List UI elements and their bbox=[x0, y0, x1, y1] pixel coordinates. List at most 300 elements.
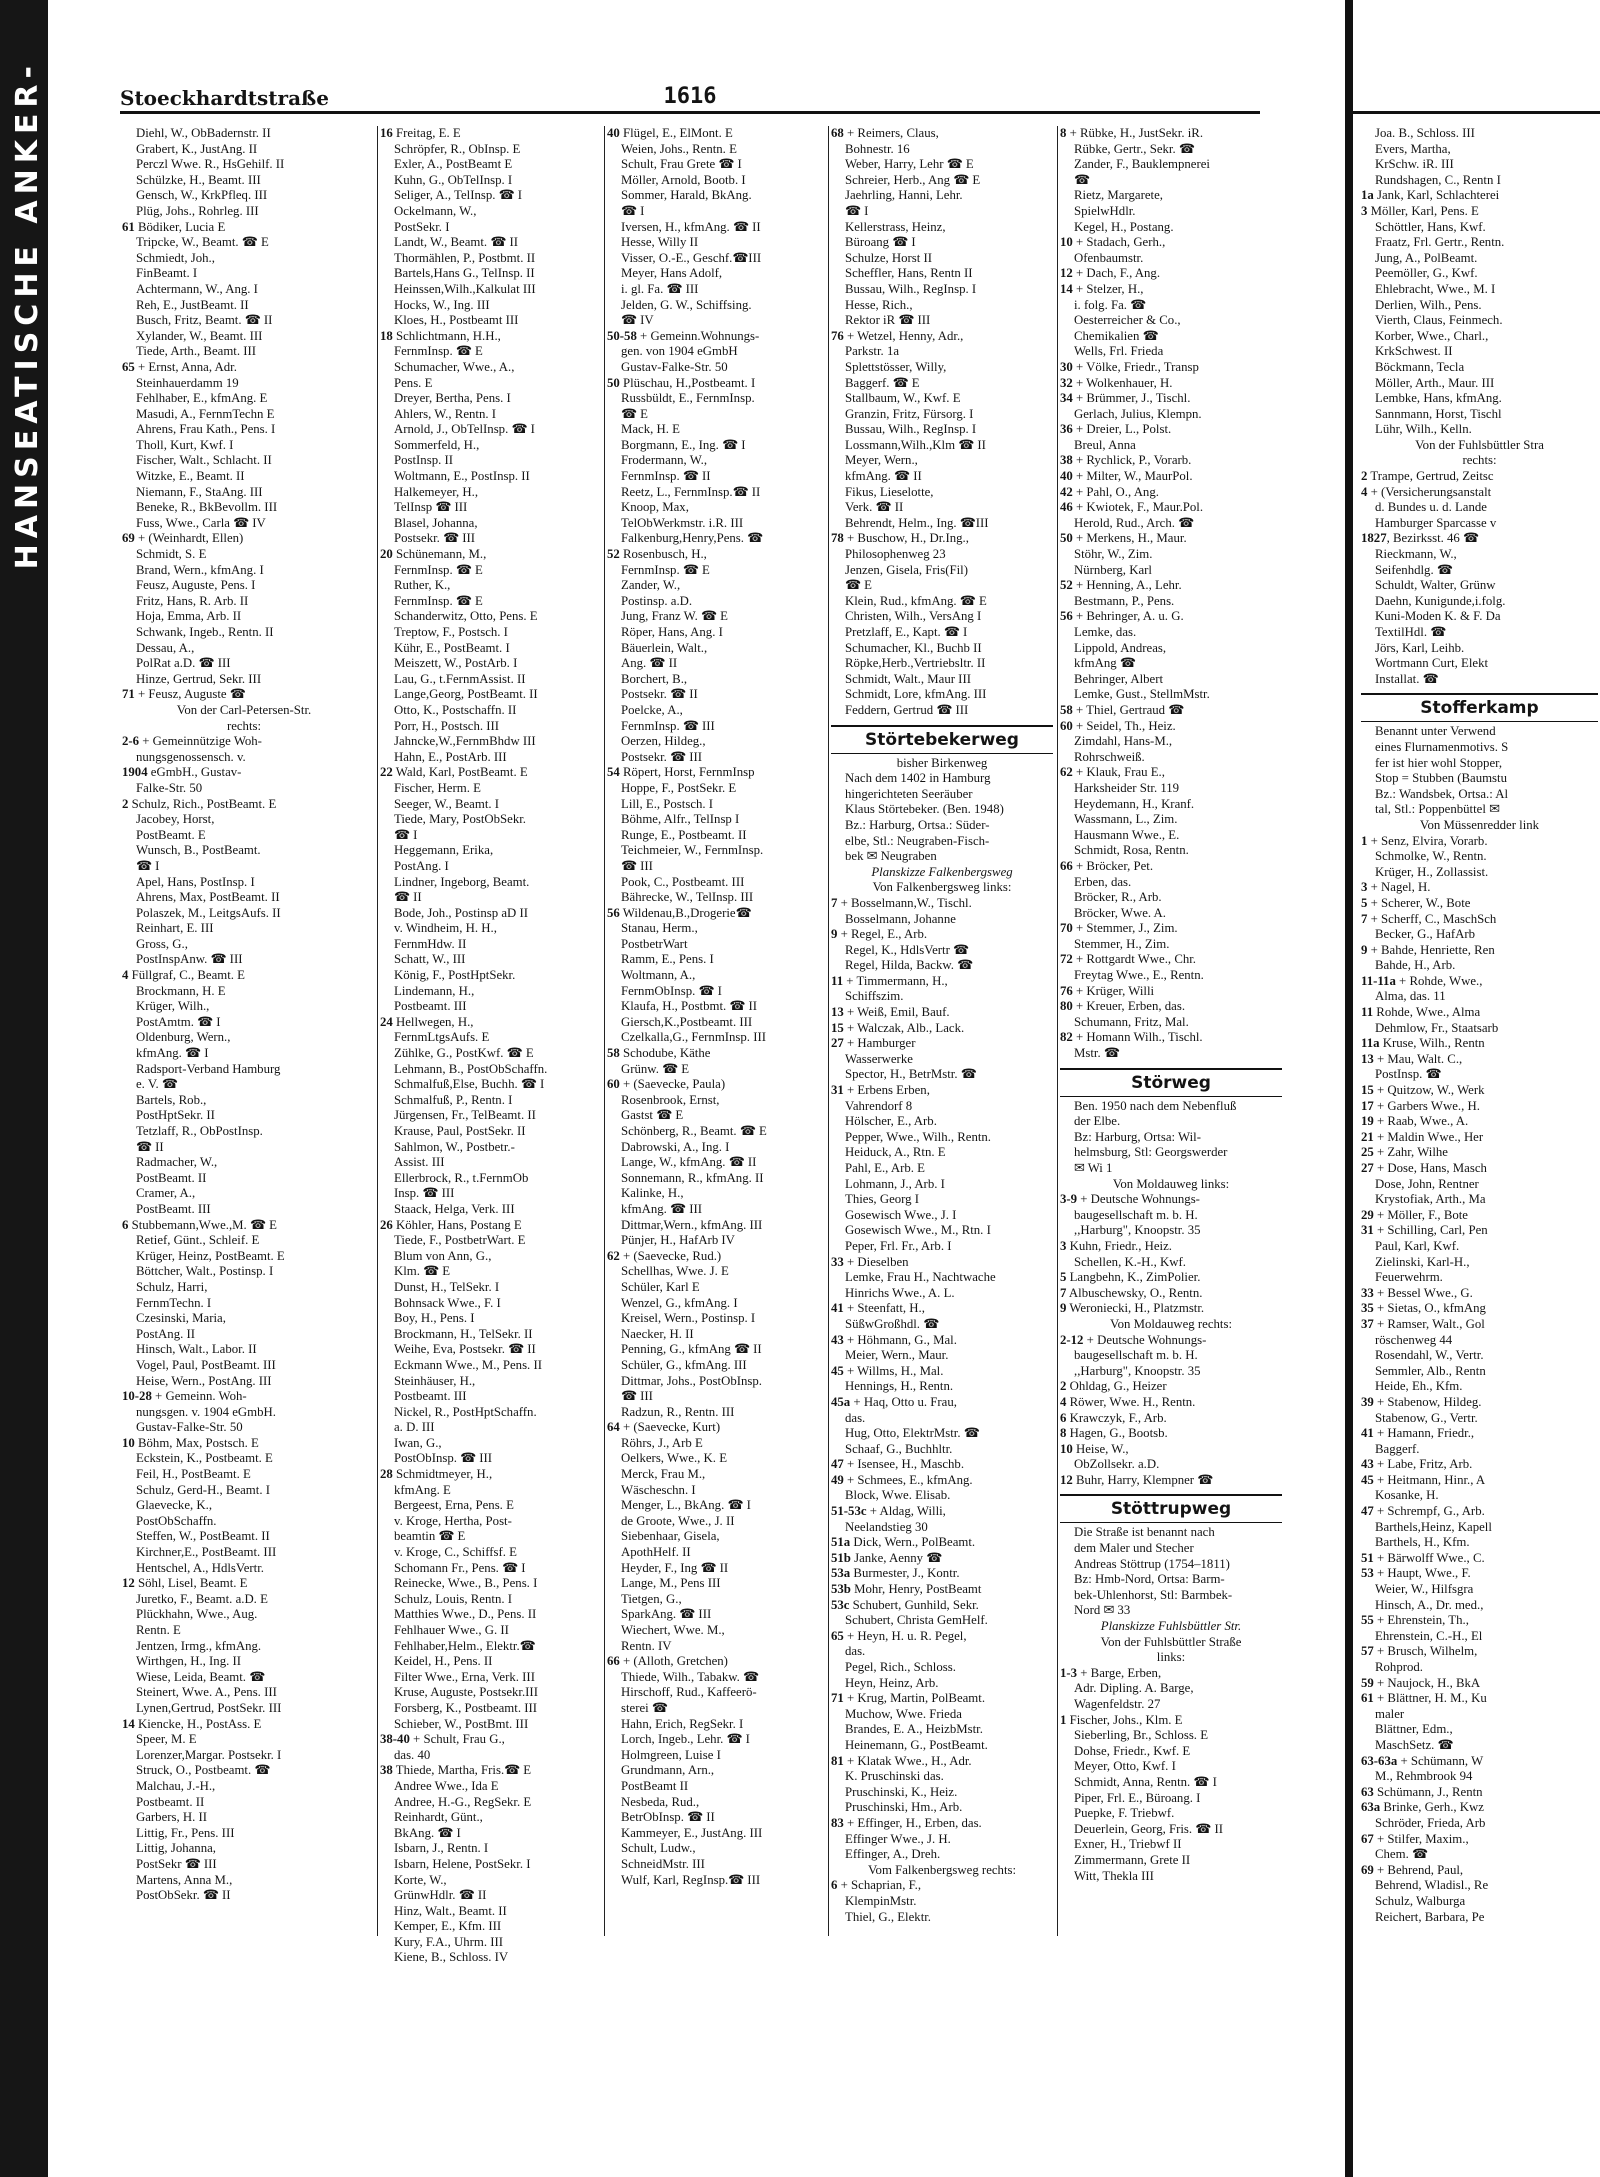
house-number: 66 bbox=[1060, 858, 1073, 873]
resident-entry: Ahlers, W., Rentn. I bbox=[394, 406, 497, 421]
resident-entry: Giersch,K.,Postbeamt. III bbox=[621, 1014, 753, 1029]
house-number-entry bbox=[1361, 880, 1598, 896]
house-number-entry bbox=[380, 765, 605, 781]
house-number-entry bbox=[1060, 1713, 1282, 1729]
house-number-entry bbox=[1060, 235, 1282, 251]
house-number: 9 bbox=[1361, 942, 1368, 957]
resident-entry: Tiede, Arth., Beamt. III bbox=[136, 344, 257, 359]
resident-entry: Baggerf. bbox=[1375, 1441, 1420, 1456]
resident-entry: Vahrendorf 8 bbox=[845, 1098, 913, 1113]
resident-entry: M., Rehmbrook 94 bbox=[1375, 1769, 1473, 1784]
resident-entry: Teichmeier, W., FernmInsp. bbox=[621, 843, 764, 858]
resident-entry: Heyn, Heinz, Arb. bbox=[845, 1675, 939, 1690]
resident-entry: Wiese, Leida, Beamt. ☎ bbox=[136, 1669, 266, 1684]
resident-entry: Röhrs, J., Arb E bbox=[621, 1435, 703, 1450]
resident-entry: Postsekr. ☎ III bbox=[394, 531, 475, 546]
house-number: 40 bbox=[607, 126, 620, 140]
house-number-entry bbox=[122, 1218, 366, 1234]
resident-entry: Busch, Fritz, Beamt. ☎ II bbox=[136, 313, 273, 328]
resident-entry: Pahl, E., Arb. E bbox=[845, 1161, 925, 1175]
house-number-entry bbox=[831, 1364, 1053, 1380]
entry-text: + Höhmann, G., Mal. bbox=[843, 1332, 957, 1347]
resident-entry: Feddern, Gertrud ☎ III bbox=[845, 702, 969, 717]
house-number: 13 bbox=[1361, 1051, 1374, 1066]
resident-entry: Erben, das. bbox=[1074, 874, 1132, 889]
house-number-entry bbox=[1060, 921, 1282, 937]
resident-entry: PostAng. II bbox=[136, 1326, 196, 1341]
resident-entry: das. 40 bbox=[394, 1747, 431, 1762]
house-number-entry bbox=[831, 1255, 1053, 1271]
house-number: 35 bbox=[1361, 1301, 1374, 1316]
resident-entry: Sommer, Harald, BkAng. bbox=[621, 188, 752, 203]
entry-text: + Rübke, H., JustSekr. iR. bbox=[1066, 126, 1204, 140]
resident-entry: Regel, Hilda, Backw. ☎ bbox=[845, 958, 974, 973]
section-direction: Von Falkenbergsweg links: bbox=[872, 880, 1012, 895]
resident-entry: Brockmann, H. E bbox=[136, 983, 226, 998]
resident-entry: Schmidt, Rosa, Rentn. bbox=[1074, 843, 1189, 858]
resident-entry: Peemöller, G., Kwf. bbox=[1375, 266, 1478, 281]
resident-entry: Hocks, W., Ing. III bbox=[394, 297, 490, 312]
resident-entry: das. bbox=[845, 1410, 866, 1425]
entry-text: Schmidtmeyer, H., bbox=[392, 1467, 493, 1482]
entry-text: + Aldag, Willi, bbox=[866, 1504, 946, 1519]
house-number: 46 bbox=[1060, 500, 1073, 515]
resident-entry: Schulz, Walburga bbox=[1375, 1893, 1466, 1908]
resident-entry: PostSekr ☎ III bbox=[136, 1856, 217, 1871]
resident-entry: Weier, W., Hilfsgra bbox=[1375, 1582, 1474, 1597]
resident-entry: Plüg, Johs., Rohrleg. III bbox=[136, 203, 259, 218]
resident-entry: Russbüldt, E., FernmInsp. bbox=[621, 391, 755, 406]
resident-entry: Witt, Thekla III bbox=[1074, 1868, 1154, 1883]
entry-text: + Stemmer, J., Zim. bbox=[1072, 921, 1178, 936]
house-number: 39 bbox=[1361, 1394, 1374, 1409]
entry-text: Buhr, Harry, Klempner ☎ bbox=[1072, 1472, 1214, 1487]
entry-text: + Schrempf, G., Arb. bbox=[1373, 1504, 1485, 1519]
house-number-entry bbox=[831, 1629, 1053, 1645]
resident-entry: Zühlke, G., PostKwf. ☎ E bbox=[394, 1046, 534, 1061]
house-number-entry bbox=[1060, 469, 1282, 485]
resident-entry: Thiede, Wilh., Tabakw. ☎ bbox=[621, 1669, 759, 1684]
resident-entry: ☎ E bbox=[621, 406, 648, 421]
resident-entry: Pretzlaff, E., Kapt. ☎ I bbox=[845, 625, 968, 639]
section-direction: Von der Fuhlsbüttler Stra bbox=[1415, 437, 1544, 452]
resident-entry: Stanau, Herm., bbox=[621, 921, 698, 936]
resident-entry: Gastst ☎ E bbox=[621, 1108, 684, 1123]
entry-text: Rosenbusch, H., bbox=[619, 547, 707, 562]
resident-entry: Postbeamt. II bbox=[136, 1794, 205, 1809]
house-number: 8 bbox=[1060, 126, 1067, 140]
resident-entry: Apel, Hans, PostInsp. I bbox=[136, 874, 255, 889]
resident-entry: maler bbox=[1375, 1706, 1405, 1721]
resident-entry: Lange,Georg, PostBeamt. II bbox=[394, 687, 538, 702]
house-number: 31 bbox=[1361, 1223, 1374, 1238]
house-number-entry bbox=[1361, 1457, 1598, 1473]
house-number-entry bbox=[1361, 1208, 1598, 1224]
resident-entry: Gosewisch Wwe., M., Rtn. I bbox=[845, 1223, 991, 1238]
resident-entry: Röpke,Herb.,Vertriebsltr. II bbox=[845, 656, 986, 671]
house-number: 16 bbox=[380, 126, 393, 140]
resident-entry: bek-Uhlenhorst, Stl: Barmbek- bbox=[1074, 1587, 1233, 1602]
resident-entry: Splettstösser, Willy, bbox=[845, 359, 947, 374]
resident-entry: Installat. ☎ bbox=[1375, 671, 1439, 686]
house-number: 71 bbox=[831, 1691, 844, 1706]
house-number: 65 bbox=[122, 359, 135, 374]
resident-entry: ☎ I bbox=[621, 203, 645, 218]
resident-entry: Schmidt, Anna, Rentn. ☎ I bbox=[1074, 1774, 1217, 1789]
resident-entry: Lill, E., Postsch. I bbox=[621, 796, 714, 811]
resident-entry: Barthels,Heinz, Kapell bbox=[1375, 1519, 1492, 1534]
entry-text: + Barge, Erben, bbox=[1077, 1665, 1162, 1680]
house-number: 43 bbox=[1361, 1457, 1374, 1472]
header-rule bbox=[120, 111, 1260, 114]
house-number: 51a bbox=[831, 1535, 851, 1550]
resident-entry: Neelandstieg 30 bbox=[845, 1519, 928, 1534]
house-number: 31 bbox=[831, 1083, 844, 1098]
resident-entry: FernmLtgsAufs. E bbox=[394, 1030, 490, 1045]
house-number: 2-6 bbox=[122, 734, 140, 749]
resident-entry: Niemann, F., StaAng. III bbox=[136, 484, 263, 499]
resident-entry: Schult, Ludw., bbox=[621, 1841, 696, 1856]
resident-entry: Postsekr. ☎ II bbox=[621, 687, 698, 702]
resident-entry: Schulze, Horst II bbox=[845, 250, 933, 265]
resident-entry: Kiene, B., Schloss. IV bbox=[394, 1950, 509, 1965]
house-number-entry bbox=[1361, 1145, 1598, 1161]
house-number-entry bbox=[1361, 1832, 1598, 1848]
street-heading-entry: Störtebekerweg bbox=[831, 725, 1053, 754]
resident-entry: Frodermann, W., bbox=[621, 453, 708, 468]
resident-entry: FernmTechn. I bbox=[136, 1295, 212, 1310]
house-number: 63-63a bbox=[1361, 1753, 1398, 1768]
resident-entry: Nach dem 1402 in Hamburg bbox=[845, 771, 991, 786]
resident-entry: Hoja, Emma, Arb. II bbox=[136, 609, 242, 624]
resident-entry: Hirschoff, Rud., Kaffeerö- bbox=[621, 1685, 757, 1700]
resident-entry: Feusz, Auguste, Pens. I bbox=[136, 578, 256, 593]
house-number-entry bbox=[380, 1467, 605, 1483]
resident-entry: Brand, Wern., kfmAng. I bbox=[136, 562, 264, 577]
resident-entry: ☎ IV bbox=[621, 313, 654, 328]
directory-column-4 bbox=[831, 126, 1053, 1936]
resident-entry: Andree Wwe., Ida E bbox=[394, 1778, 499, 1793]
resident-entry: Tetzlaff, R., ObPostInsp. bbox=[136, 1124, 263, 1138]
house-number-entry bbox=[1060, 1030, 1282, 1046]
resident-entry: kfmAng ☎ bbox=[1074, 656, 1136, 671]
resident-entry: Schönberg, R., Beamt. ☎ E bbox=[621, 1124, 767, 1138]
resident-entry: Speer, M. E bbox=[136, 1732, 197, 1747]
house-number: 50-58 bbox=[607, 328, 637, 343]
house-number: 17 bbox=[1361, 1098, 1374, 1113]
resident-entry: Schumann, Fritz, Mal. bbox=[1074, 1014, 1189, 1029]
resident-entry: Nesbeda, Rud., bbox=[621, 1794, 700, 1809]
house-number: 30 bbox=[1060, 359, 1073, 374]
house-number-entry bbox=[1361, 1800, 1598, 1816]
entry-text: + Ernst, Anna, Adr. bbox=[134, 359, 237, 374]
resident-entry: hingerichteten Seeräuber bbox=[845, 786, 973, 801]
resident-entry: Andreas Stöttrup (1754–1811) bbox=[1074, 1556, 1230, 1571]
resident-entry: Czelkalla,G., FernmInsp. III bbox=[621, 1030, 766, 1045]
resident-entry: Poelcke, A., bbox=[621, 702, 683, 717]
house-number-entry bbox=[1060, 952, 1282, 968]
resident-entry: das. bbox=[845, 1644, 866, 1659]
resident-entry: baugesellschaft m. b. H. bbox=[1074, 1348, 1198, 1363]
resident-entry: Dohse, Friedr., Kwf. E bbox=[1074, 1743, 1191, 1758]
house-number-entry bbox=[1060, 266, 1282, 282]
entry-text: Dick, Wern., PolBeamt. bbox=[850, 1535, 976, 1550]
resident-entry: Reetz, L., FernmInsp.☎ II bbox=[621, 484, 761, 499]
house-number: 52 bbox=[607, 547, 620, 562]
resident-entry: Lühr, Wilh., Kelln. bbox=[1375, 422, 1472, 437]
resident-entry: Blättner, Edm., bbox=[1375, 1722, 1453, 1737]
resident-entry: Rietz, Margarete, bbox=[1074, 188, 1163, 203]
resident-entry: ☎ II bbox=[394, 890, 422, 905]
resident-entry: Plückhahn, Wwe., Aug. bbox=[136, 1607, 258, 1622]
resident-entry: Hahn, E., PostArb. III bbox=[394, 749, 507, 764]
house-number: 51-53c bbox=[831, 1504, 867, 1519]
resident-entry: Möller, Arth., Maur. III bbox=[1375, 375, 1495, 390]
resident-entry: kfmAng. E bbox=[394, 1482, 451, 1497]
resident-entry: Hennings, H., Rentn. bbox=[845, 1379, 954, 1394]
resident-entry: Meier, Wern., Maur. bbox=[845, 1348, 949, 1363]
house-number-entry bbox=[831, 1691, 1053, 1707]
entry-text: + Haupt, Wwe., F. bbox=[1373, 1566, 1471, 1581]
entry-text: + Regel, E., Arb. bbox=[837, 927, 928, 942]
house-number-entry bbox=[1361, 1785, 1598, 1801]
resident-entry: Cramer, A., bbox=[136, 1186, 196, 1201]
entry-text: Kiencke, H., PostAss. E bbox=[134, 1716, 262, 1731]
house-number-entry bbox=[1060, 376, 1282, 392]
resident-entry: Derlien, Wilh., Pens. bbox=[1375, 297, 1482, 312]
resident-entry: Christen, Wilh., VersAng I bbox=[845, 609, 982, 624]
resident-entry: Büroang ☎ I bbox=[845, 235, 916, 250]
house-number-entry bbox=[1361, 1426, 1598, 1442]
resident-entry: Wiechert, Wwe. M., bbox=[621, 1623, 725, 1637]
house-number: 51b bbox=[831, 1550, 851, 1565]
resident-entry: PostObSchaffn. bbox=[136, 1513, 217, 1528]
resident-entry: Naecker, H. II bbox=[621, 1326, 694, 1341]
resident-entry: Bergeest, Erna, Pens. E bbox=[394, 1498, 514, 1513]
resident-entry: Stemmer, H., Zim. bbox=[1074, 936, 1170, 951]
resident-entry: Lange, W., kfmAng. ☎ II bbox=[621, 1155, 757, 1170]
house-number-entry bbox=[380, 1218, 605, 1234]
resident-entry: Oerzen, Hildeg., bbox=[621, 734, 706, 749]
house-number: 1a bbox=[1361, 188, 1374, 203]
resident-entry: Krüger, Heinz, PostBeamt. E bbox=[136, 1248, 285, 1263]
house-number-entry bbox=[1060, 1270, 1282, 1286]
house-number-entry bbox=[1361, 1114, 1598, 1130]
house-number-entry bbox=[122, 687, 366, 703]
resident-entry: Pepper, Wwe., Wilh., Rentn. bbox=[845, 1129, 991, 1144]
resident-entry: Woltmann, A., bbox=[621, 968, 696, 983]
house-number: 6 bbox=[831, 1878, 838, 1893]
resident-entry: a. D. III bbox=[394, 1420, 435, 1435]
resident-entry: Holmgreen, Luise I bbox=[621, 1747, 721, 1762]
resident-entry: FinBeamt. I bbox=[136, 266, 198, 281]
resident-entry: Oldenburg, Wern., bbox=[136, 1030, 231, 1045]
resident-entry: Gross, G., bbox=[136, 936, 188, 951]
resident-entry: Schubert, Christa GemHelf. bbox=[845, 1613, 988, 1628]
resident-entry: sterei ☎ bbox=[621, 1700, 668, 1715]
resident-entry: Fritz, Hans, R. Arb. II bbox=[136, 593, 249, 608]
house-number: 63 bbox=[1361, 1784, 1374, 1799]
resident-entry: Feil, H., PostBeamt. E bbox=[136, 1467, 251, 1482]
resident-entry: Exler, A., PostBeamt E bbox=[394, 157, 513, 172]
resident-entry: Insp. ☎ III bbox=[394, 1186, 455, 1201]
resident-entry: Masudi, A., FernmTechn E bbox=[136, 406, 275, 421]
resident-entry: Benannt unter Verwend bbox=[1375, 724, 1496, 739]
house-number: 3 bbox=[1060, 1238, 1067, 1253]
resident-entry: ☎ II bbox=[136, 1139, 164, 1154]
resident-entry: Wassmann, L., Zim. bbox=[1074, 812, 1178, 827]
column-rule bbox=[1057, 126, 1058, 1936]
entry-text: + Völke, Friedr., Transp bbox=[1072, 359, 1199, 374]
house-number: 4 bbox=[1060, 1394, 1067, 1409]
house-number: 15 bbox=[831, 1020, 844, 1035]
house-number: 63a bbox=[1361, 1800, 1381, 1815]
resident-entry: Iwan, G., bbox=[394, 1435, 442, 1450]
house-number-entry bbox=[122, 1389, 366, 1405]
resident-entry: Martens, Anna M., bbox=[136, 1872, 233, 1887]
house-number: 28 bbox=[380, 1467, 393, 1482]
resident-entry: Grabert, K., JustAng. II bbox=[136, 141, 258, 156]
house-number-entry bbox=[831, 1582, 1053, 1598]
entry-text: + Krüger, Willi bbox=[1072, 983, 1155, 998]
resident-entry: Schiffszim. bbox=[845, 989, 904, 1004]
house-number-entry bbox=[1361, 1099, 1598, 1115]
binding-text: HANSEATISCHE ANKER- bbox=[10, 60, 45, 570]
house-number-entry bbox=[607, 1420, 829, 1436]
entry-text: + Scherer, W., Bote bbox=[1367, 895, 1471, 910]
resident-entry: Fehlhaber,Helm., Elektr.☎ bbox=[394, 1638, 536, 1653]
resident-entry: Beneke, R., BkBevollm. III bbox=[136, 500, 278, 515]
resident-entry: Ehrenstein, C.-H., El bbox=[1375, 1628, 1483, 1643]
house-number: 8 bbox=[1060, 1426, 1067, 1441]
resident-entry: Jelden, G. W., Schiffsing. bbox=[621, 297, 752, 312]
resident-entry: kfmAng. ☎ I bbox=[136, 1046, 209, 1061]
resident-entry: gen. von 1904 eGmbH bbox=[621, 344, 738, 359]
resident-entry: Stop = Stubben (Baumstu bbox=[1375, 771, 1507, 786]
entry-text: + Stabenow, Hildeg. bbox=[1373, 1394, 1482, 1409]
resident-entry: Alma, das. 11 bbox=[1375, 989, 1446, 1004]
resident-entry: Röper, Hans, Ang. I bbox=[621, 625, 723, 639]
house-number-entry bbox=[1060, 703, 1282, 719]
resident-entry: Achtermann, W., Ang. I bbox=[136, 281, 258, 296]
resident-entry: FernmInsp. ☎ E bbox=[621, 562, 710, 577]
house-number: 15 bbox=[1361, 1083, 1374, 1098]
entry-text: + (Saevecke, Paula) bbox=[619, 1077, 726, 1092]
entry-text: + Labe, Fritz, Arb. bbox=[1373, 1457, 1473, 1472]
house-number: 9 bbox=[831, 927, 838, 942]
entry-text: + Brümmer, J., Tischl. bbox=[1072, 391, 1191, 406]
resident-entry: Rohrschweiß. bbox=[1074, 749, 1145, 764]
house-number: 11-11a bbox=[1361, 973, 1396, 988]
resident-entry: Klaus Störtebeker. (Ben. 1948) bbox=[845, 802, 1004, 817]
house-number: 54 bbox=[607, 765, 620, 780]
entry-text: + (Weinhardt, Ellen) bbox=[134, 531, 244, 546]
resident-entry: Assist. III bbox=[394, 1155, 445, 1170]
house-number-entry bbox=[831, 1083, 1053, 1099]
resident-entry: Stabenow, G., Vertr. bbox=[1375, 1410, 1478, 1425]
resident-entry: Polaszek, M., LeitgsAufs. II bbox=[136, 905, 281, 920]
resident-entry: Grünw. ☎ E bbox=[621, 1061, 690, 1076]
resident-entry: KlempinMstr. bbox=[845, 1893, 917, 1908]
resident-entry: Deuerlein, Georg, Fris. ☎ II bbox=[1074, 1821, 1223, 1836]
house-number-entry bbox=[607, 765, 829, 781]
resident-entry: Schmolke, W., Rentn. bbox=[1375, 849, 1487, 864]
resident-entry: Reh, E., JustBeamt. II bbox=[136, 297, 249, 312]
resident-entry: Böttcher, Walt., Postinsp. I bbox=[136, 1264, 274, 1279]
house-number: 40 bbox=[1060, 469, 1073, 484]
house-number: 10 bbox=[1060, 1441, 1073, 1456]
resident-entry: Ruther, K., bbox=[394, 578, 451, 593]
house-number: 76 bbox=[831, 328, 844, 343]
resident-entry: Menger, L., BkAng. ☎ I bbox=[621, 1498, 751, 1513]
entry-text: Schümann, J., Rentn bbox=[1373, 1784, 1483, 1799]
resident-entry: Bartels,Hans G., TelInsp. II bbox=[394, 266, 535, 281]
resident-entry: Adr. Dipling. A. Barge, bbox=[1074, 1681, 1194, 1696]
directory-column-2 bbox=[380, 126, 605, 1965]
resident-entry: Seliger, A., TelInsp. ☎ I bbox=[394, 188, 523, 203]
resident-entry: TextilHdl. ☎ bbox=[1375, 625, 1447, 639]
resident-entry: Verk. ☎ II bbox=[845, 500, 904, 515]
entry-text: Hellwegen, H., bbox=[392, 1014, 474, 1029]
resident-entry: Lembke, Hans, kfmAng. bbox=[1375, 391, 1502, 406]
resident-entry: Schwank, Ingeb., Rentn. II bbox=[136, 625, 274, 639]
house-number-entry bbox=[831, 126, 1053, 142]
resident-entry: Dreyer, Bertha, Pens. I bbox=[394, 391, 511, 406]
resident-entry: Schult, Frau Grete ☎ I bbox=[621, 157, 742, 172]
house-number-entry bbox=[1060, 719, 1282, 735]
resident-entry: Schmidt, S. E bbox=[136, 547, 207, 562]
resident-entry: Tholl, Kurt, Kwf. I bbox=[136, 437, 234, 452]
house-number-entry bbox=[831, 1301, 1053, 1317]
resident-entry: Heiduck, A., Rtn. E bbox=[845, 1145, 946, 1160]
house-number-entry bbox=[1060, 1333, 1282, 1349]
resident-entry: Korte, W., bbox=[394, 1872, 447, 1887]
house-number: 3 bbox=[1361, 880, 1368, 895]
entry-text: + Hamann, Friedr., bbox=[1373, 1426, 1475, 1441]
resident-entry: Schmalfuß,Else, Buchh. ☎ I bbox=[394, 1077, 545, 1092]
street-heading-entry: Stöttrupweg bbox=[1060, 1494, 1282, 1523]
next-page-fragment bbox=[1353, 0, 1600, 2177]
house-number: 36 bbox=[1060, 422, 1073, 437]
resident-entry: Hinrichs Wwe., A. L. bbox=[845, 1285, 955, 1300]
house-number: 38 bbox=[1060, 453, 1073, 468]
entry-text: + Senz, Elvira, Vorarb. bbox=[1367, 833, 1488, 848]
resident-entry: SpielwHdlr. bbox=[1074, 203, 1136, 218]
resident-entry: Woltmann, E., PostInsp. II bbox=[394, 469, 530, 484]
entry-text: + Rottgardt Wwe., Chr. bbox=[1072, 952, 1197, 967]
resident-entry: Kruse, Auguste, Postsekr.III bbox=[394, 1685, 538, 1700]
house-number: 47 bbox=[1361, 1504, 1374, 1519]
resident-entry: Seifenhdlg. ☎ bbox=[1375, 562, 1453, 577]
resident-entry: Breul, Anna bbox=[1074, 437, 1136, 452]
house-number-entry bbox=[1060, 126, 1282, 142]
resident-entry: FernmObInsp. ☎ I bbox=[621, 983, 722, 998]
resident-entry: Kreisel, Wern., Postinsp. I bbox=[621, 1311, 756, 1326]
resident-entry: Reinecke, Wwe., B., Pens. I bbox=[394, 1576, 538, 1591]
house-number: 2 bbox=[1060, 1379, 1067, 1394]
house-number: 52 bbox=[1060, 578, 1073, 593]
resident-entry: Tiede, F., PostbetrWart. E bbox=[394, 1233, 526, 1248]
house-number: 38 bbox=[380, 1763, 393, 1778]
resident-entry: Exner, H., Triebwf II bbox=[1074, 1837, 1182, 1852]
house-number: 42 bbox=[1060, 484, 1073, 499]
house-number: 49 bbox=[831, 1472, 844, 1487]
resident-entry: Lange, M., Pens III bbox=[621, 1576, 721, 1591]
resident-entry: Heide, Eh., Kfm. bbox=[1375, 1379, 1463, 1394]
entry-text: + Dose, Hans, Masch bbox=[1373, 1161, 1487, 1175]
resident-entry: Parkstr. 1a bbox=[845, 344, 900, 359]
house-number: 5 bbox=[1361, 895, 1368, 910]
